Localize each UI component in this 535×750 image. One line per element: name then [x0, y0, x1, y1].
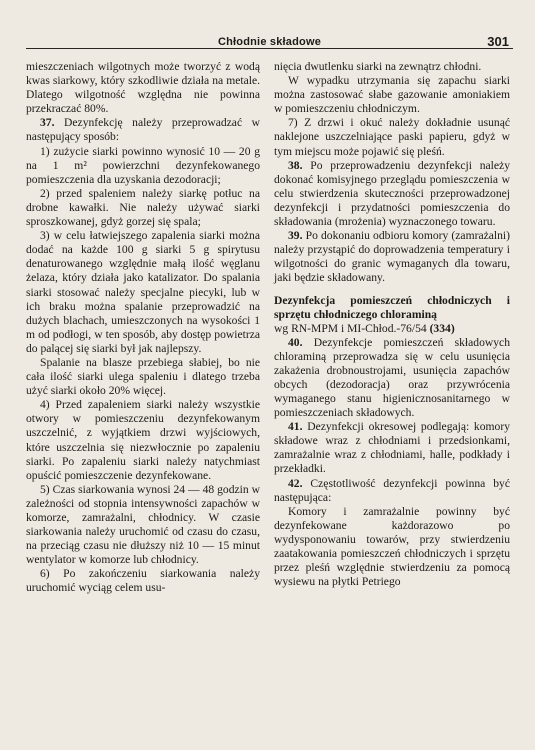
paragraph: 6) Po zakończeniu siarkowania należy uruchomić wyciąg celem usu- — [26, 567, 260, 595]
paragraph-number: 39. — [288, 229, 303, 243]
reference-text: wg RN-MPM i MI-Chłod.-76/54 — [274, 321, 430, 335]
running-header — [26, 26, 513, 49]
numbered-paragraph — [274, 159, 510, 229]
paragraph: W wypadku utrzymania się zapachu siarki można zastosować słabe gazowanie amoniakiem w pomieszczeniu chłodniczym. — [274, 74, 510, 116]
section-reference — [274, 322, 510, 336]
numbered-paragraph — [274, 477, 510, 505]
numbered-paragraph — [274, 420, 510, 476]
paragraph: Spalanie na blasze przebiega słabiej, bo nie cała ilość siarki ulega spaleniu i dlatego trzeba użyć siarki około 20% więcej. — [26, 355, 260, 398]
page-number: 301 — [487, 34, 509, 49]
paragraph: 2) przed spaleniem należy siarkę potłuc na drobne kawałki. Nie należy używać siarki sproszkowanej, gdyż gorzej się spala; — [26, 186, 260, 229]
paragraph-text: Dezynfekcję należy przeprowadzać w następujący sposób: — [26, 116, 260, 144]
paragraph: 4) Przed zapaleniem siarki należy wszystkie otwory w pomieszczeniu dezynfekowanym uszczelnić, z wyjątkiem drzwi wyjściowych, które uszczelnia się niezwłocznie po zapaleniu siarki. Po zapaleniu siarki należy natychmiast opuścić pomieszczenie dezynfekowane. — [26, 398, 260, 482]
paragraph: Komory i zamrażalnie powinny być dezynfekowane każdorazowo po wydysponowaniu towarów, przy stwierdzeniu zaatakowania pomieszczeń chłodniczych i sprzętu przez pleśń względnie stwierdzeniu za pomocą wysiewu na płytki Petriego — [274, 504, 510, 589]
numbered-paragraph — [274, 336, 510, 421]
numbered-paragraph — [26, 116, 260, 144]
right-column-top — [274, 60, 510, 286]
paragraph-number: 41. — [288, 420, 303, 434]
paragraph-text: Dezynfekcji okresowej podlegają: komory składowe wraz z chłodniami i przedsionkami, zamrażalnie wraz z chłodniami, halle, podkłady i przekładki. — [274, 420, 510, 476]
right-column — [274, 60, 510, 589]
paragraph-number: 38. — [288, 158, 303, 172]
reference-number: (334) — [429, 321, 455, 335]
paragraph-number: 37. — [40, 116, 55, 130]
header-title: Chłodnie składowe — [217, 36, 322, 48]
paragraph-text: Dezynfekcje pomieszczeń składowych chloraminą przeprowadza się w celu usunięcia zakażenia drobnoustrojami, usunięcia zapachów obcych (dezodoracja) oraz przywrócenia wymaganego stanu higienicznosanitarnego w pomieszczeniach składowych. — [274, 335, 510, 420]
paragraph-number: 42. — [288, 476, 303, 490]
right-column-bottom — [274, 336, 510, 590]
left-column — [26, 60, 260, 596]
paragraph-number: 40. — [288, 335, 303, 349]
paragraph-text: Po dokonaniu odbioru komory (zamrażalni) należy przystąpić do doprowadzenia temperatury i wilgotności do granic wymaganych dla towaru, jaki będzie składowany. — [274, 229, 510, 285]
paragraph: 3) w celu łatwiejszego zapalenia siarki można dodać na każde 100 g siarki 5 g spirytusu denaturowanego względnie małą ilość węglanu żelaza, który działa jako katalizator. Do spalania siarki stosować należy specjalne piecyki, lub w ich braku można spalanie przeprowadzić na dużych blachach, umieszczonych na wysokości 1 m od podłogi, w ten sposób, aby dostęp powietrza do palącej się siarki był jak najlepszy. — [26, 229, 260, 355]
paragraph: 1) zużycie siarki powinno wynosić 10 — 20 g na 1 m² powierzchni dezynfekowanego pomieszczenia dla uzyskania dezodoracji; — [26, 144, 260, 186]
numbered-paragraph — [274, 229, 510, 285]
paragraph: 5) Czas siarkowania wynosi 24 — 48 godzin w zależności od stopnia intensywności zapachów w komorze, zamrażalni, chłodnicy. W czasie siarkowania należy uruchomić od czasu do czasu, na przeciąg czasu nie dłuższy niż 10 — 15 minut wentylator w komorze lub chłodnicy. — [26, 482, 260, 567]
paragraph-text: Częstotliwość dezynfekcji powinna być następująca: — [274, 476, 510, 504]
paragraph-continuation: nięcia dwutlenku siarki na zewnątrz chłodni. — [274, 60, 482, 73]
section-heading: Dezynfekcja pomieszczeń chłodniczych i sprzętu chłodniczego chloraminą — [274, 293, 510, 321]
paragraph-continuation: mieszczeniach wilgotnych może tworzyć z wodą kwas siarkowy, który szkodliwie działa na metale. Dlatego wilgotność względna nie powinna przekraczać 80%. — [26, 60, 260, 116]
paragraph-text: Po przeprowadzeniu dezynfekcji należy dokonać komisyjnego przeglądu pomieszczenia w celu stwierdzenia skuteczności przeprowadzonej dezynfekcji i przydatności pomieszczenia do składowania (mrożenia) wyznaczonego towaru. — [274, 158, 510, 229]
paragraph: 7) Z drzwi i okuć należy dokładnie usunąć naklejone uszczelniające paski papieru, gdyż w tym miejscu może pojawić się pleśń. — [274, 116, 510, 158]
